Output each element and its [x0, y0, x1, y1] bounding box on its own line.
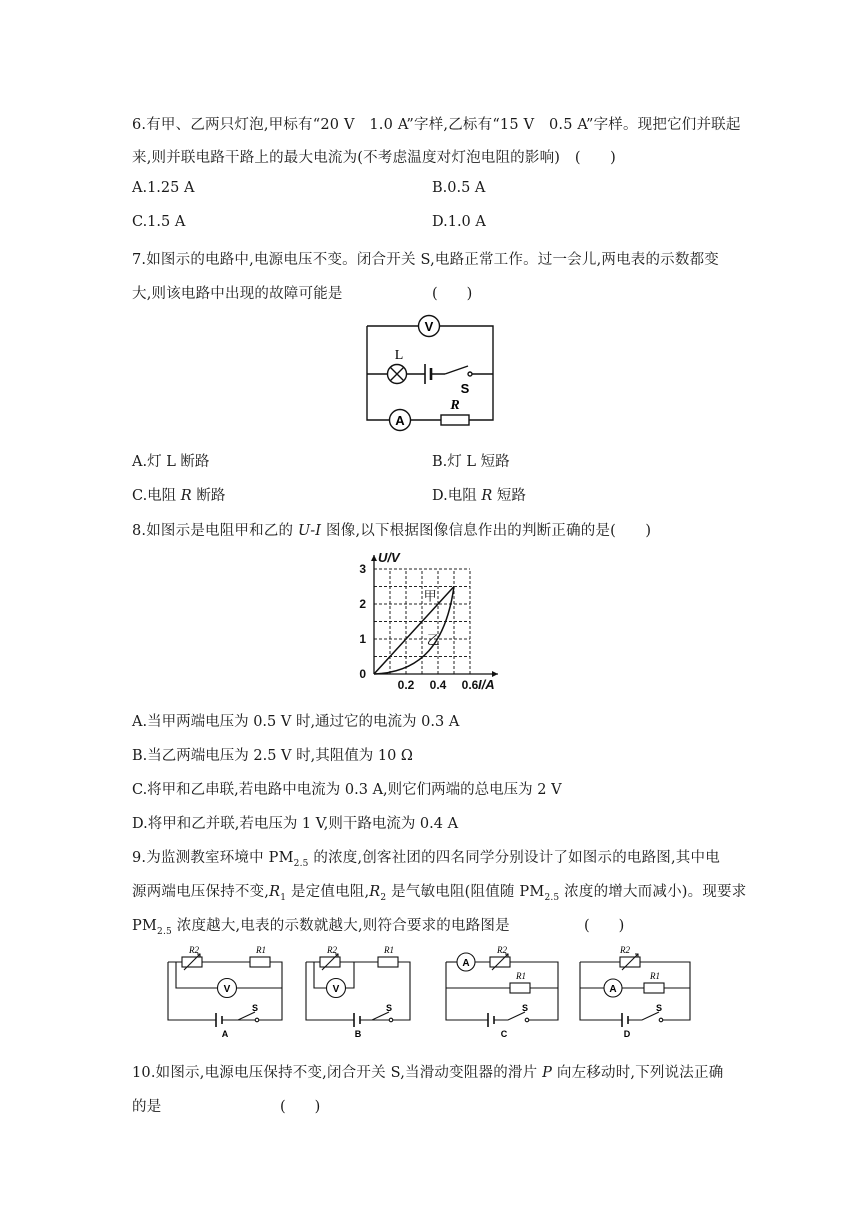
q10-l1b: 向左移动时,下列说法正确 — [552, 1065, 724, 1081]
q7-option-c — [132, 484, 225, 505]
q9d-switch: S — [656, 1003, 663, 1013]
series-label-yi: 乙 — [426, 632, 440, 648]
q6-line-2: 来,则并联电路干路上的最大电流为(不考虑温度对灯泡电阻的影响) ( ) — [132, 150, 616, 166]
voltmeter-symbol: V — [424, 319, 434, 334]
q9d-ammeter: A — [609, 984, 617, 995]
x-tick-label: 0.4 — [429, 678, 447, 692]
q9a-switch: S — [252, 1003, 259, 1013]
q9-l2a: 源两端电压保持不变, — [132, 884, 270, 900]
q8-text-pre: 8.如图示是电阻甲和乙的 — [132, 523, 299, 539]
x-tick-label: 0.6 — [461, 678, 479, 692]
y-tick-label: 3 — [359, 562, 366, 576]
q7-option-d — [432, 484, 526, 505]
q7-circuit-diagram — [355, 312, 505, 436]
x-axis-label: I/A — [478, 677, 495, 692]
q9-l2b: 是定值电阻, — [286, 884, 370, 900]
q8-text-post: 图像,以下根据图像信息作出的判断正确的是( ) — [321, 523, 652, 539]
q9-r1-sub: 1 — [280, 892, 287, 903]
q6-option-a: A.1.25 A — [132, 180, 195, 196]
q9-r2-symbol: R — [369, 884, 381, 900]
q9a-voltmeter: V — [223, 984, 231, 995]
q7-option-a: A.灯 L 断路 — [132, 454, 210, 470]
q9-l2d: 浓度的增大而减小)。现要求 — [559, 884, 747, 900]
q9-l1-sub: 2.5 — [293, 858, 309, 869]
q7-option-c-prefix: C.电阻 — [132, 488, 181, 504]
x-tick-label: 0.2 — [397, 678, 415, 692]
q10-symbol: P — [542, 1065, 553, 1081]
q9-circuit-a — [160, 940, 288, 1040]
q9-l2-sub: 2.5 — [544, 892, 560, 903]
q9b-r1-label: R1 — [384, 945, 394, 955]
y-tick-label: 2 — [359, 597, 366, 611]
q9c-r2-label: R2 — [497, 945, 507, 955]
q9-line-1 — [132, 846, 720, 869]
y-axis-arrow — [371, 555, 377, 561]
q8-ui-chart — [352, 550, 508, 696]
switch-label: S — [460, 381, 470, 396]
q9d-diagram-label: D — [623, 1029, 631, 1039]
resistor-label: R — [450, 398, 460, 413]
q10-answer-bracket: ( ) — [280, 1099, 321, 1115]
q9a-r2-label: R2 — [189, 945, 199, 955]
q10-line-2: 的是 — [132, 1099, 162, 1115]
q9a-r1-label: R1 — [256, 945, 266, 955]
q9d-r1-label: R1 — [650, 971, 660, 981]
q6-option-d: D.1.0 A — [432, 214, 486, 230]
q9b-voltmeter: V — [332, 984, 340, 995]
q10-line-1 — [132, 1061, 723, 1082]
ammeter-symbol: A — [395, 413, 405, 428]
origin-label: 0 — [359, 667, 366, 681]
q9-r1-symbol: R — [269, 884, 281, 900]
q9-circuit-b — [298, 940, 426, 1040]
q10-l1a: 10.如图示,电源电压保持不变,闭合开关 S,当滑动变阻器的滑片 — [132, 1065, 543, 1081]
q8-option-b: B.当乙两端电压为 2.5 V 时,其阻值为 10 Ω — [132, 748, 413, 764]
q7-option-b: B.灯 L 短路 — [432, 454, 510, 470]
q9-l3a: PM — [132, 918, 158, 934]
q9-circuit-d — [574, 940, 698, 1040]
q9b-r2-label: R2 — [327, 945, 337, 955]
q9-answer-bracket: ( ) — [584, 918, 625, 934]
q9b-switch: S — [386, 1003, 393, 1013]
q8-symbol: U-I — [298, 523, 322, 539]
y-tick-label: 1 — [359, 632, 366, 646]
q9-line-3 — [132, 914, 510, 937]
y-axis-label: U/V — [378, 550, 400, 565]
q8-line-1 — [132, 519, 651, 540]
q7-option-c-symbol: R — [180, 488, 192, 504]
q8-option-c: C.将甲和乙串联,若电路中电流为 0.3 A,则它们两端的总电压为 2 V — [132, 782, 562, 798]
q9-line-2 — [132, 880, 746, 903]
q6-line-1: 6.有甲、乙两只灯泡,甲标有“20 V 1.0 A”字样,乙标有“15 V 0.5 A”字样。现把它们并联起 — [132, 117, 741, 133]
q9c-r1-label: R1 — [516, 971, 526, 981]
q8-option-a: A.当甲两端电压为 0.5 V 时,通过它的电流为 0.3 A — [132, 714, 460, 730]
q9d-r2-label: R2 — [620, 945, 630, 955]
q9c-ammeter: A — [462, 958, 470, 969]
q8-option-d: D.将甲和乙并联,若电压为 1 V,则干路电流为 0.4 A — [132, 816, 459, 832]
q9b-diagram-label: B — [354, 1029, 362, 1039]
q7-line-1: 7.如图示的电路中,电源电压不变。闭合开关 S,电路正常工作。过一会儿,两电表的示数都变 — [132, 252, 719, 268]
lamp-label: L — [394, 348, 404, 363]
q7-line-2: 大,则该电路中出现的故障可能是 — [132, 286, 343, 302]
q7-option-d-symbol: R — [481, 488, 493, 504]
q7-option-d-suffix: 短路 — [492, 488, 526, 504]
q9-r2-sub: 2 — [380, 892, 387, 903]
q9c-diagram-label: C — [500, 1029, 508, 1039]
q7-option-d-prefix: D.电阻 — [432, 488, 482, 504]
q6-option-b: B.0.5 A — [432, 180, 486, 196]
q9-l1-post: 的浓度,创客社团的四名同学分别设计了如图示的电路图,其中电 — [308, 850, 720, 866]
q9-l2c: 是气敏电阻(阻值随 PM — [386, 884, 545, 900]
q6-option-c: C.1.5 A — [132, 214, 186, 230]
series-label-jia: 甲 — [423, 588, 437, 604]
q7-answer-bracket: ( ) — [432, 286, 473, 302]
q9a-diagram-label: A — [221, 1029, 229, 1039]
q9-circuit-c — [440, 940, 564, 1040]
q7-option-c-suffix: 断路 — [191, 488, 226, 504]
q9c-switch: S — [522, 1003, 529, 1013]
q9-l3-sub: 2.5 — [157, 926, 172, 937]
q9-l1-text: 9.为监测教室环境中 PM — [132, 850, 294, 866]
q9-l3b: 浓度越大,电表的示数就越大,则符合要求的电路图是 — [171, 918, 510, 934]
